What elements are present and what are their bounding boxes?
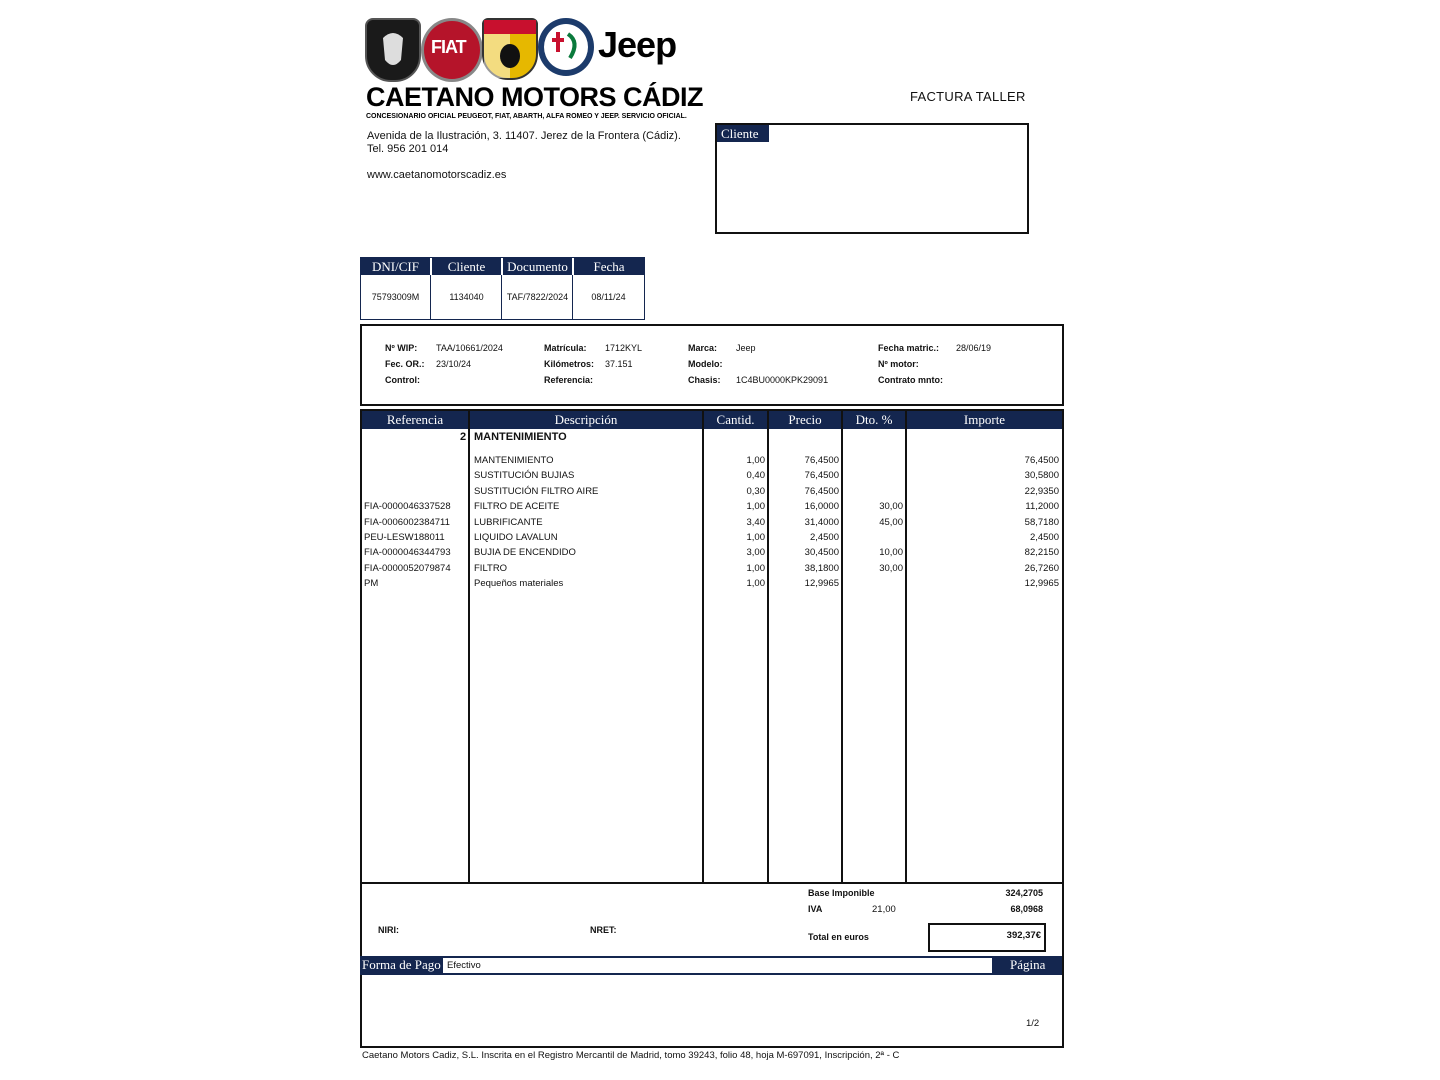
row-quantity: 0,30 <box>746 485 765 497</box>
legal-footer: Caetano Motors Cadiz, S.L. Inscrita en el Registro Mercantil de Madrid, tomo 39243, folio 48, hoja M-697091, Inscripción, 2ª - C <box>362 1050 900 1061</box>
row-reference <box>364 468 464 483</box>
registration-date-value: 28/06/19 <box>956 343 992 353</box>
chassis-label: Chasis: <box>688 375 721 385</box>
nret-label: NRET: <box>590 925 617 935</box>
total-value: 392,37€ <box>1006 930 1041 941</box>
row-amount: 58,7180 <box>1024 516 1059 528</box>
row-reference <box>364 484 464 499</box>
row-description: FILTRO DE ACEITE <box>474 501 560 513</box>
chassis-value: 1C4BU0000KPK29091 <box>736 375 829 385</box>
row-discount: 45,00 <box>879 516 903 528</box>
section-number: 2 <box>460 431 467 443</box>
company-website: www.caetanomotorscadiz.es <box>367 169 507 181</box>
payment-method: Efectivo <box>443 958 992 973</box>
row-amount: 2,4500 <box>1029 532 1059 543</box>
row-quantity: 1,00 <box>746 501 765 513</box>
address-line: Avenida de la Ilustración, 3. 11407. Jerez de la Frontera (Cádiz). <box>367 130 681 142</box>
total-label: Total en euros <box>808 932 869 942</box>
row-amount: 12,9965 <box>1024 578 1059 590</box>
row-discount <box>843 530 903 545</box>
reference-label: Referencia: <box>544 375 594 385</box>
id-value-date: 08/11/24 <box>591 292 626 302</box>
base-label: Base Imponible <box>808 888 875 898</box>
company-name: CAETANO MOTORS CÁDIZ <box>366 82 703 112</box>
row-description: MANTENIMIENTO <box>474 455 554 466</box>
row-amount: 11,2000 <box>1025 501 1059 513</box>
iva-value: 68,0968 <box>1010 904 1043 914</box>
page-label: Página <box>1010 957 1046 972</box>
row-description: Pequeños materiales <box>474 578 564 590</box>
section-title: MANTENIMIENTO <box>474 431 567 443</box>
jeep-logo: Jeep <box>598 24 677 65</box>
col-header-price: Precio <box>769 411 841 429</box>
row-discount: 30,00 <box>879 501 903 513</box>
row-price: 76,4500 <box>804 455 839 466</box>
row-quantity: 1,00 <box>746 578 765 590</box>
row-discount <box>843 468 903 483</box>
row-reference: FIA-0000046337528 <box>364 501 451 513</box>
id-header-client: Cliente <box>432 258 501 275</box>
make-value: Jeep <box>736 343 756 353</box>
fiat-logo-text: FIAT <box>431 37 466 57</box>
row-description: FILTRO <box>474 562 508 574</box>
col-divider <box>468 411 470 884</box>
id-header-date: Fecha <box>574 258 644 275</box>
col-header-reference: Referencia <box>362 411 468 429</box>
row-quantity: 0,40 <box>746 470 765 482</box>
row-discount <box>843 484 903 499</box>
id-value-document: TAF/7822/2024 <box>503 275 573 319</box>
wip-label: Nº WIP: <box>385 343 418 353</box>
row-quantity: 3,00 <box>746 547 765 559</box>
plate-value: 1712KYL <box>605 343 643 353</box>
alfa-romeo-logo <box>538 18 594 76</box>
km-label: Kilómetros: <box>544 359 595 369</box>
row-reference: PM <box>364 578 379 590</box>
phone-line: Tel. 956 201 014 <box>367 143 449 155</box>
row-amount: 22,9350 <box>1024 485 1059 497</box>
col-header-amount: Importe <box>907 411 1062 429</box>
col-header-quantity: Cantid. <box>704 411 767 429</box>
row-reference: FIA-0006002384711 <box>364 516 450 528</box>
registration-date-label: Fecha matric.: <box>878 343 940 353</box>
row-quantity: 1,00 <box>746 532 765 543</box>
id-header-dni: DNI/CIF <box>361 258 430 275</box>
row-description: BUJIA DE ENCENDIDO <box>474 547 576 559</box>
row-amount: 76,4500 <box>1024 455 1059 466</box>
iva-rate: 21,00 <box>872 904 896 915</box>
iva-label: IVA <box>808 904 823 914</box>
km-value: 37.151 <box>605 359 633 369</box>
page-number: 1/2 <box>1026 1018 1040 1029</box>
abarth-logo <box>482 18 538 80</box>
row-description: SUSTITUCIÓN BUJIAS <box>474 470 575 482</box>
wip-value: TAA/10661/2024 <box>436 343 503 353</box>
niri-label: NIRI: <box>378 925 399 935</box>
payment-label: Forma de Pago <box>362 957 441 972</box>
id-header-document: Documento <box>503 258 572 275</box>
row-amount: 30,5800 <box>1024 470 1059 482</box>
row-description: LIQUIDO LAVALUN <box>474 532 558 543</box>
or-date-label: Fec. OR.: <box>385 359 425 369</box>
row-price: 38,1800 <box>804 562 839 574</box>
totals-divider <box>360 882 1062 884</box>
row-discount: 10,00 <box>879 547 903 559</box>
row-reference <box>364 453 464 468</box>
row-amount: 82,2150 <box>1024 547 1059 559</box>
row-price: 31,4000 <box>804 516 839 528</box>
row-amount: 26,7260 <box>1024 562 1059 574</box>
company-address <box>367 130 681 156</box>
total-box <box>928 923 1046 952</box>
client-box-label: Cliente <box>717 125 769 142</box>
row-discount <box>843 453 903 468</box>
row-reference: PEU-LESW188011 <box>364 532 445 543</box>
row-quantity: 1,00 <box>746 562 765 574</box>
row-discount <box>843 576 903 591</box>
payment-bar <box>360 956 1062 975</box>
col-header-discount: Dto. % <box>843 411 905 429</box>
row-price: 30,4500 <box>804 547 839 559</box>
row-discount: 30,00 <box>879 562 903 574</box>
invoice-lines-box <box>360 409 1064 1048</box>
row-reference: FIA-0000046344793 <box>364 547 451 559</box>
maintenance-contract-label: Contrato mnto: <box>878 375 943 385</box>
document-title: FACTURA TALLER <box>910 89 1026 104</box>
id-value-client: 1134040 <box>432 275 502 319</box>
col-header-description: Descripción <box>470 411 702 429</box>
plate-label: Matrícula: <box>544 343 587 353</box>
row-quantity: 1,00 <box>746 455 765 466</box>
row-description: SUSTITUCIÓN FILTRO AIRE <box>474 485 599 497</box>
row-price: 16,0000 <box>804 501 839 513</box>
company-tagline: CONCESIONARIO OFICIAL PEUGEOT, FIAT, ABARTH, ALFA ROMEO Y JEEP. SERVICIO OFICIAL. <box>366 113 687 120</box>
row-reference: FIA-0000052079874 <box>364 562 451 574</box>
model-label: Modelo: <box>688 359 723 369</box>
base-value: 324,2705 <box>1005 888 1043 898</box>
fiat-logo <box>421 18 483 82</box>
row-price: 76,4500 <box>804 485 839 497</box>
engine-number-label: Nº motor: <box>878 359 919 369</box>
control-label: Control: <box>385 375 420 385</box>
id-table <box>360 257 645 320</box>
row-quantity: 3,40 <box>746 516 765 528</box>
id-value-dni: 75793009M <box>361 275 431 319</box>
row-description: LUBRIFICANTE <box>474 516 543 528</box>
or-date-value: 23/10/24 <box>436 359 472 369</box>
make-label: Marca: <box>688 343 718 353</box>
vehicle-info-box <box>360 324 1064 406</box>
row-price: 2,4500 <box>809 532 839 543</box>
row-price: 12,9965 <box>804 578 839 590</box>
peugeot-logo <box>365 18 421 82</box>
row-price: 76,4500 <box>804 470 839 482</box>
